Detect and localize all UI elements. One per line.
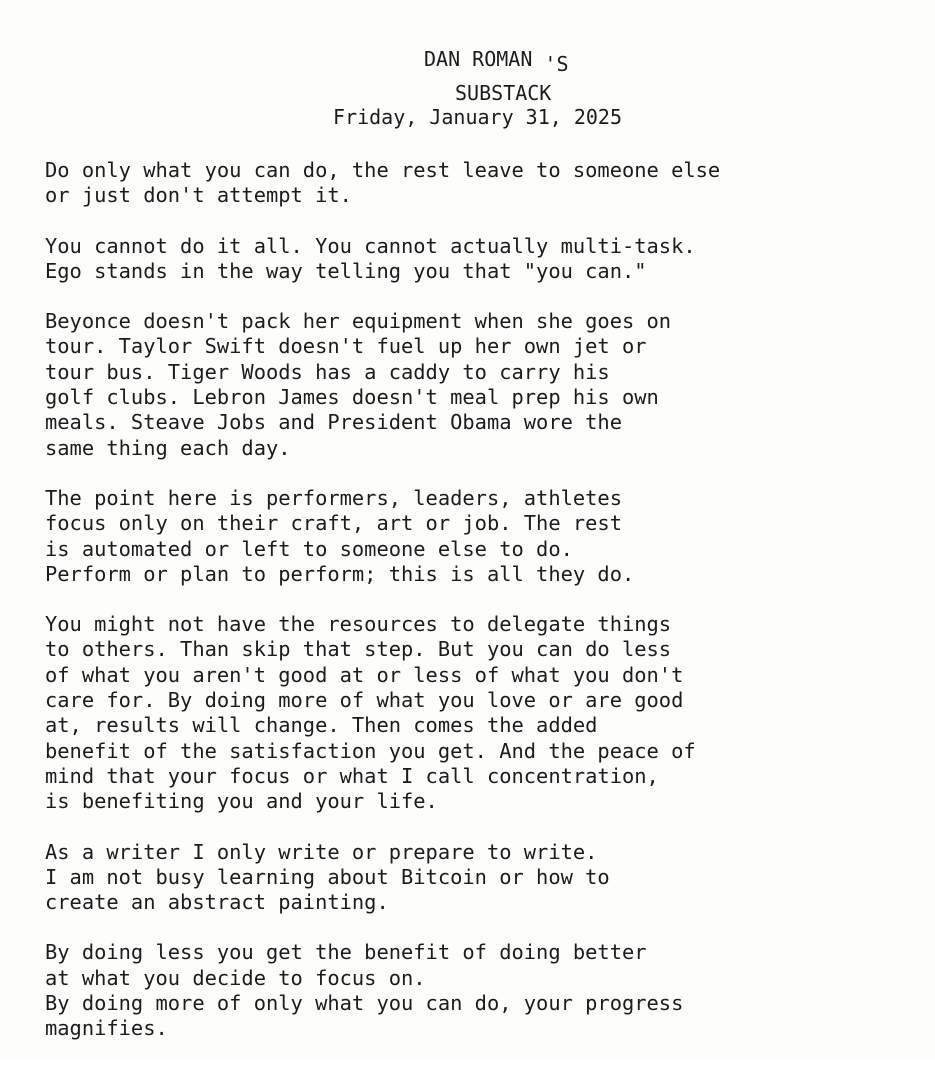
text-line: meals. Steave Jobs and President Obama wore the xyxy=(45,410,622,435)
text-line: is benefiting you and your life. xyxy=(45,789,438,814)
text-line: magnifies. xyxy=(45,1016,168,1041)
text-line: create an abstract painting. xyxy=(45,890,389,915)
text-line: same thing each day. xyxy=(45,435,291,460)
text-line: mind that your focus or what I call concentration, xyxy=(45,763,659,788)
publication-date: Friday, January 31, 2025 xyxy=(333,105,622,129)
text-line: Do only what you can do, the rest leave to someone else xyxy=(45,158,721,182)
author-possessive: 'S xyxy=(544,52,569,76)
text-line: benefit of the satisfaction you get. And the peace of xyxy=(45,738,696,763)
text-line: You cannot do it all. You cannot actually multi-task. xyxy=(45,233,696,258)
text-line: care for. By doing more of what you love or are good xyxy=(45,688,684,713)
text-line: tour. Taylor Swift doesn't fuel up her own jet or xyxy=(45,334,647,359)
text-line: The point here is performers, leaders, athletes xyxy=(45,485,622,510)
paragraph xyxy=(45,309,915,461)
publication-name: SUBSTACK xyxy=(455,81,552,105)
text-line: is automated or left to someone else to do. xyxy=(45,536,573,561)
text-line: As a writer I only write or prepare to write. xyxy=(45,839,598,864)
text-line: or just don't attempt it. xyxy=(45,183,352,208)
text-line: tour bus. Tiger Woods has a caddy to carry his xyxy=(45,359,610,384)
text-line: Ego stands in the way telling you that "you can." xyxy=(45,258,647,283)
text-line: Beyonce doesn't pack her equipment when she goes on xyxy=(45,309,672,334)
article-body xyxy=(45,158,915,1067)
paragraph xyxy=(45,940,915,1041)
text-line: at what you decide to focus on. xyxy=(45,965,426,990)
paragraph xyxy=(45,486,915,587)
text-line: I am not busy learning about Bitcoin or how to xyxy=(45,864,610,889)
paragraph xyxy=(45,158,915,209)
author-line xyxy=(424,46,569,76)
paragraph xyxy=(45,234,915,285)
text-line: You might not have the resources to delegate things xyxy=(45,612,672,637)
text-line: golf clubs. Lebron James doesn't meal prep his own xyxy=(45,385,659,410)
text-line: of what you aren't good at or less of what you don't xyxy=(45,662,684,687)
text-line: to others. Than skip that step. But you can do less xyxy=(45,637,672,662)
text-line: By doing more of only what you can do, your progress xyxy=(45,991,684,1016)
text-line: at, results will change. Then comes the added xyxy=(45,713,598,738)
text-line: By doing less you get the benefit of doing better xyxy=(45,940,647,965)
text-line: focus only on their craft, art or job. The rest xyxy=(45,511,622,536)
author-name: DAN ROMAN xyxy=(424,47,533,71)
paragraph xyxy=(45,840,915,916)
text-line: Perform or plan to perform; this is all they do. xyxy=(45,561,635,586)
paragraph xyxy=(45,612,915,814)
